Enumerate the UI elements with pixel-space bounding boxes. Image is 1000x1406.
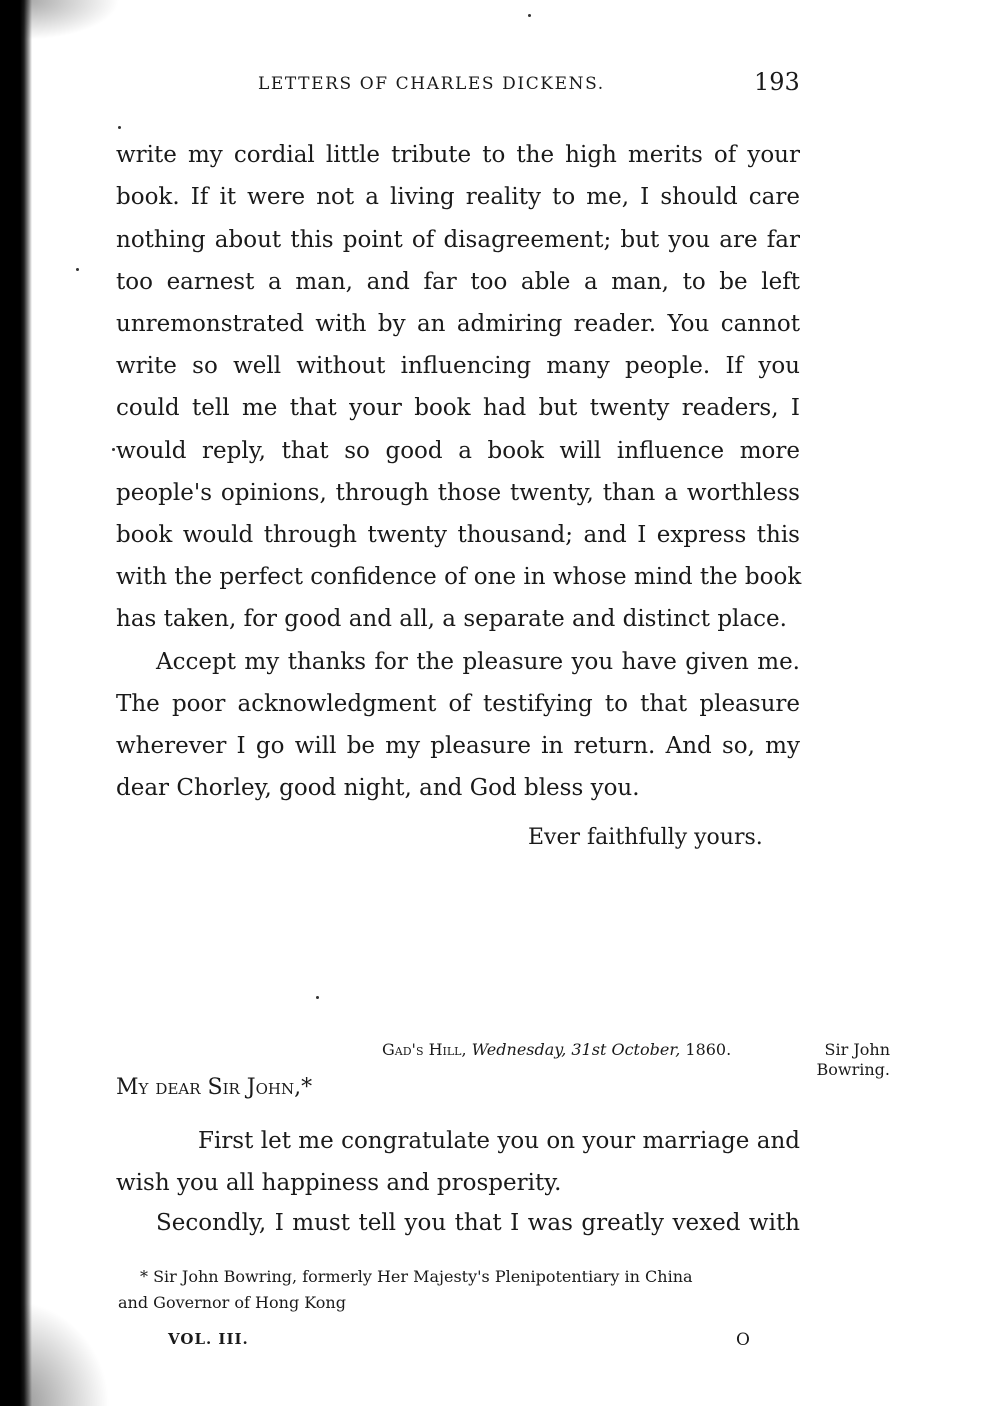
scan-speck — [112, 448, 115, 451]
text-line: The poor acknowledgment of testifying to that pleasure — [116, 691, 800, 717]
page-number: 193 — [754, 68, 800, 96]
scan-speck — [528, 14, 531, 17]
signature-letter: O — [736, 1330, 750, 1350]
text-line: wherever I go will be my pleasure in return. And so, my — [116, 733, 800, 759]
dateline — [382, 1040, 731, 1059]
closing: Ever faithfully yours. — [528, 825, 763, 850]
text-line: has taken, for good and all, a separate and distinct place. — [116, 606, 787, 632]
salutation: My dear Sir John,* — [116, 1075, 313, 1100]
scan-shadow-top — [0, 0, 120, 40]
footnote-line: and Governor of Hong Kong — [118, 1293, 346, 1312]
text-line: too earnest a man, and far too able a man, to be left — [116, 269, 800, 295]
text-line: nothing about this point of disagreement; but you are far — [116, 227, 800, 253]
dateline-day: Wednesday, — [471, 1040, 567, 1059]
scan-shadow-bottom — [0, 1300, 110, 1406]
text-line: Secondly, I must tell you that I was greatly vexed with — [156, 1210, 800, 1236]
text-line: with the perfect confidence of one in whose mind the book — [116, 564, 802, 590]
dateline-year: 1860. — [685, 1040, 732, 1059]
text-line: Accept my thanks for the pleasure you have given me. — [156, 649, 800, 675]
text-line: would reply, that so good a book will influence more — [116, 438, 800, 464]
text-line: dear Chorley, good night, and God bless you. — [116, 775, 640, 801]
running-title: LETTERS OF CHARLES DICKENS. — [258, 74, 605, 94]
text-line: write my cordial little tribute to the high merits of your — [116, 142, 800, 168]
footnote-line: * Sir John Bowring, formerly Her Majesty's Plenipotentiary in China — [140, 1267, 693, 1286]
binding-shadow — [0, 0, 32, 1406]
text-line: could tell me that your book had but twenty readers, I — [116, 395, 800, 421]
volume-signature: VOL. III. — [168, 1330, 249, 1348]
text-line: write so well without influencing many people. If you — [116, 353, 800, 379]
text-line: book. If it were not a living reality to me, I should care — [116, 184, 800, 210]
scan-speck — [76, 268, 79, 271]
dateline-date: 31st October, — [571, 1040, 681, 1059]
text-line: wish you all happiness and prosperity. — [116, 1170, 562, 1196]
dateline-place: Gad's Hill, — [382, 1040, 467, 1059]
scan-speck — [118, 126, 121, 129]
text-line: book would through twenty thousand; and I express this — [116, 522, 800, 548]
scan-speck — [316, 996, 319, 999]
text-line: people's opinions, through those twenty, than a worthless — [116, 480, 800, 506]
text-line: unremonstrated with by an admiring reader. You cannot — [116, 311, 800, 337]
margin-note: Sir John Bowring. — [816, 1040, 890, 1079]
text-line: First let me congratulate you on your marriage and — [198, 1128, 800, 1154]
